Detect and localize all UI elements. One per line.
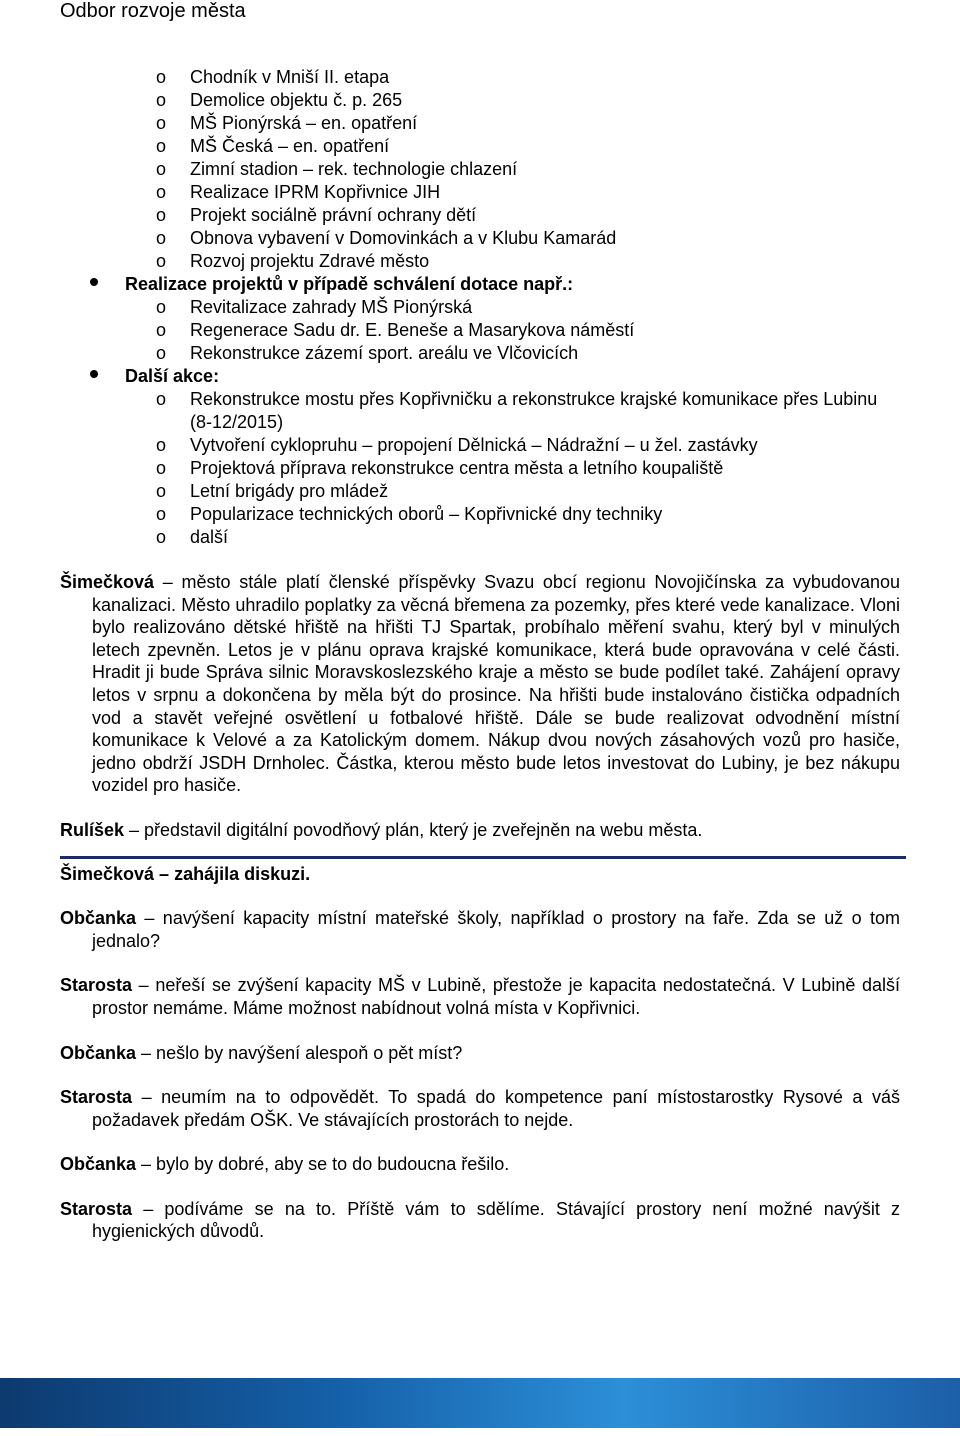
divider [60, 856, 906, 859]
list-item: o Rozvoj projektu Zdravé město [60, 250, 900, 273]
list-projects [60, 66, 900, 273]
list-other-actions [60, 388, 900, 549]
speaker-name: Občanka [60, 1042, 137, 1063]
list-item: o Revitalizace zahrady MŠ Pionýrská [60, 296, 900, 319]
list-grant-projects [60, 296, 900, 365]
list-item: o Projekt sociálně právní ochrany dětí [60, 204, 900, 227]
list-item: o Realizace IPRM Kopřivnice JIH [60, 181, 900, 204]
dialogue-text: – navýšení kapacity místní mateřské školy, například o prostory na faře. Zda se už o tom jednalo? [92, 908, 900, 951]
bullet-heading-other [60, 365, 900, 388]
paragraph-simeckova [60, 571, 900, 797]
dialogue-entry [60, 1086, 900, 1131]
list-item: o Chodník v Mniší II. etapa [60, 66, 900, 89]
bullet-heading-grants [60, 273, 900, 296]
list-item: o MŠ Pionýrská – en. opatření [60, 112, 900, 135]
speaker-name: Starosta [60, 1087, 133, 1108]
document-body [60, 66, 900, 1243]
dialogue-entry [60, 907, 900, 952]
list-item: o Projektová příprava rekonstrukce centra města a letního koupaliště [60, 457, 900, 480]
dialogue-text: – bylo by dobré, aby se to do budoucna řešilo. [136, 1154, 510, 1175]
list-item: o Zimní stadion – rek. technologie chlazení [60, 158, 900, 181]
list-item: o Obnova vybavení v Domovinkách a v Klubu Kamarád [60, 227, 900, 250]
paragraph-rulisek [60, 819, 900, 842]
dialogue-text: – neřeší se zvýšení kapacity MŠ v Lubině, přestože je kapacita nedostatečná. V Lubině další prostor nemáme. Máme možnost nabídnout volná místa v Kopřivnici. [92, 975, 900, 1018]
list-item: o Rekonstrukce mostu přes Kopřivničku a rekonstrukce krajské komunikace přes Lubinu (8-12/2015) [60, 388, 900, 434]
list-item: o Letní brigády pro mládež [60, 480, 900, 503]
speaker-name: Starosta [60, 975, 133, 996]
heading-text: Další akce: [125, 366, 220, 386]
list-item: o Popularizace technických oborů – Kopřivnické dny techniky [60, 503, 900, 526]
speaker-name: Starosta [60, 1198, 133, 1219]
dialogue-text: – podíváme se na to. Příště vám to sdělíme. Stávající prostory není možné navýšit z hygienických důvodů. [92, 1198, 900, 1242]
list-item: o Vytvoření cyklopruhu – propojení Dělnická – Nádražní – u žel. zastávky [60, 434, 900, 457]
heading-text: Realizace projektů v případě schválení dotace např.: [125, 274, 574, 294]
dialogue-entry [60, 1198, 900, 1243]
paragraph-text: – město stále platí členské příspěvky Svazu obcí regionu Novojičínska za vybudovanou kanalizaci. Město uhradilo poplatky za věcná břemena za pozemky, přes které vede kanalizace. Vloni bylo realizováno dětské hřiště na hřišti TJ Spartak, probíhalo měření svahu, který byl v minulých letech zpevněn. Letos je v plánu oprava krajské komunikace, která bude opravována v celé části. Hradit ji bude Správa silnic Moravskoslezského kraje a město se bude podílet také. Zahájení opravy letos v srpnu a dokončena by měla být do prosince. Na hřišti bude instalováno čistička odpadních vod a stavět veřejné osvětlení u fotbalové hřiště. Dále se bude realizovat odvodnění místní komunikace k Velové a za Katolickým domem. Nákup dvou nových zásahových vozů pro hasiče, jedno obdrží JSDH Drnholec. Částka, kterou město bude letos investovat do Lubiny, je bez nákupu vozidel pro hasiče. [92, 572, 900, 796]
list-item: o MŠ Česká – en. opatření [60, 135, 900, 158]
bullet-icon [90, 370, 98, 378]
list-item: o Demolice objektu č. p. 265 [60, 89, 900, 112]
speaker-name: Rulíšek [60, 819, 125, 840]
paragraph-text: – představil digitální povodňový plán, který je zveřejněn na webu města. [124, 819, 703, 840]
list-item: o Rekonstrukce zázemí sport. areálu ve Vlčovicích [60, 342, 900, 365]
footer-band [0, 1378, 960, 1428]
list-item: o Regenerace Sadu dr. E. Beneše a Masarykova náměstí [60, 319, 900, 342]
speaker-name: Občanka [60, 908, 137, 929]
page-header-title: Odbor rozvoje města [60, 0, 246, 22]
dialogue-entry [60, 1042, 900, 1065]
dialogue-text: – nešlo by navýšení alespoň o pět míst? [136, 1042, 463, 1063]
dialogue-entry [60, 1153, 900, 1176]
list-item: o další [60, 526, 900, 549]
speaker-name: Občanka [60, 1154, 137, 1175]
dialogue-text: – neumím na to odpovědět. To spadá do kompetence paní místostarostky Rysové a váš požadavek předám OŠK. Ve stávajících prostorách to nejde. [92, 1087, 900, 1130]
discussion-start: Šimečková – zahájila diskuzi. [60, 863, 311, 884]
dialogue-entry [60, 974, 900, 1019]
speaker-name: Šimečková [60, 572, 155, 592]
bullet-icon [90, 278, 98, 286]
